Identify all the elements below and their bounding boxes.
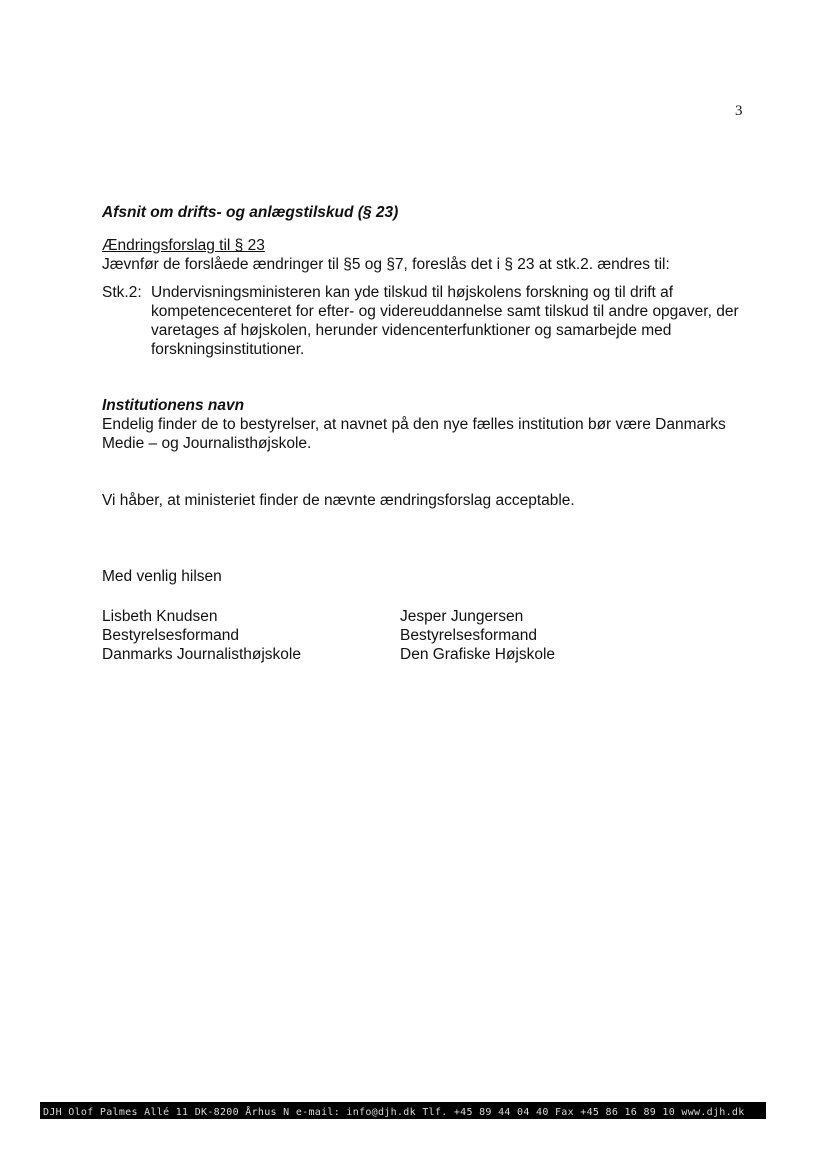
greeting: Med venlig hilsen xyxy=(102,568,222,585)
signatory-1 xyxy=(102,607,400,664)
signatory-institution: Danmarks Journalisthøjskole xyxy=(102,646,301,663)
signature-block xyxy=(102,607,742,664)
stk-label: Stk.2: xyxy=(102,284,142,301)
closing-paragraph: Vi håber, at ministeriet finder de nævnte ændringsforslag acceptable. xyxy=(102,492,575,509)
signatory-name: Jesper Jungersen xyxy=(400,608,524,625)
signatory-institution: Den Grafiske Højskole xyxy=(400,646,556,663)
section-navn-text: Endelig finder de to bestyrelser, at navnet på den nye fælles institution bør være Danmarks Medie – og Journalisthøjskole. xyxy=(102,416,726,452)
signatory-name: Lisbeth Knudsen xyxy=(102,608,218,625)
footer-contact-text: DJH Olof Palmes Allé 11 DK-8200 Århus N e-mail: info@djh.dk Tlf. +45 89 44 04 40 Fax +45 86 16 89 10 www.djh.dk xyxy=(43,1107,745,1118)
signatory-title: Bestyrelsesformand xyxy=(400,627,537,644)
letter-body xyxy=(102,203,742,664)
page-number: 3 xyxy=(735,103,743,119)
section-heading-navn: Institutionens navn xyxy=(102,397,245,414)
amendment-intro: Jævnfør de forslåede ændringer til §5 og §7, foreslås det i § 23 at stk.2. ændres til: xyxy=(102,256,670,273)
amendment-subheading: Ændringsforslag til § 23 xyxy=(102,237,265,254)
stk-text: Undervisningsministeren kan yde tilskud til højskolens forskning og til drift af kompetencecenteret for efter- og videreuddannelse samt tilskud til andre opgaver, der varetages af højskolen, herunder videncenterfunktioner og samarbejde med forskningsinstitutioner. xyxy=(151,284,739,358)
section-heading-tilskud: Afsnit om drifts- og anlægstilskud (§ 23) xyxy=(102,204,399,221)
signatory-title: Bestyrelsesformand xyxy=(102,627,239,644)
signatory-2 xyxy=(400,607,698,664)
letterhead-footer xyxy=(40,1102,766,1119)
stk-clause xyxy=(102,283,742,359)
